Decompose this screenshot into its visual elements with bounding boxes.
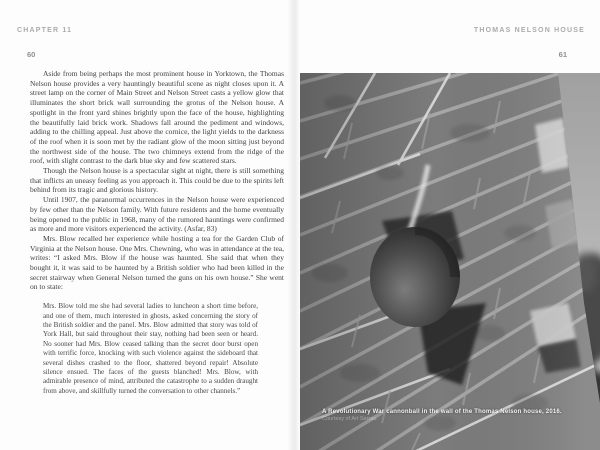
running-head-chapter: CHAPTER 11 [17,27,73,34]
brick-wall [300,73,600,450]
paragraph: Aside from being perhaps the most prominent house in Yorktown, the Thomas Nelson house provides a very hauntingly beautiful scene as night closes upon it. A street lamp on the corner of Main Street and Nelson Street casts a yellow glow that illuminates the short brick wall surrounding the grotus of the Nelson house. A spotlight in the front yard shines brightly upon the face of the house, highlighting the beautifully laid brick work. Shadows fall around the pediment and windows, adding to the chilling appeal. Just above the cornice, the light yields to the darkness of the roof when it is soon met by the radiant glow of the moon sitting just beyond the northwest side of the house. The two chimneys extend from the ridge of the roof, with slight contrast to the dark blue sky and few scattered stars. [30,69,284,166]
paragraph: Mrs. Blow recalled her experience while hosting a tea for the Garden Club of Virginia at the Nelson house. One Mrs. Chewning, who was in attendance at the tea, writes: “I asked Mrs. Blow if the house was haunted. She said that when they bought it, it was said to be haunted by a British soldier who had been killed in the secret stairway when General Nelson turned the guns on his own house.” She went on to state: [30,233,284,292]
photo-credit: Courtesy of Art Serrao. [322,416,378,422]
photo-caption: A Revolutionary War cannonball in the wall of the Thomas Nelson house, 2016. [322,409,562,415]
page-gutter [287,0,300,450]
page-number-right: 61 [558,50,567,59]
running-head-title: THOMAS NELSON HOUSE [473,27,585,34]
paragraph: Though the Nelson house is a spectacular sight at night, there is still something that inflicts an uneasy feeling as you approach it. This could be due to the spirits left behind from its tragic and glorious history. [30,166,284,195]
cannonball-photo [300,73,600,450]
page-number-left: 60 [27,50,36,59]
paragraph: Until 1907, the paranormal occurrences in the Nelson house were experienced by few other than the Nelson family. With future residents and the home eventually being opened to the public in 1968, many of the rumored hauntings were confirmed as more and more visitors experienced the activity. (Asfar, 83) [30,195,284,234]
cannonball-photo-illustration [300,73,600,450]
extract-blockquote: Mrs. Blow told me she had several ladies to luncheon a short time before, and one of them, much interested in ghosts, asked concerning the story of the British soldier and the panel. Mrs. Blow admitted that story was told of York Hall, but said throughout their stay, nothing had been seen or heard. No sooner had Mrs. Blow ceased talking than the secret door burst open with terrific force, knocking with such violence against the sideboard that several dishes crashed to the floor, shattered beyond repair! Absolute silence ensued. The faces of the guests blanched! Mrs. Blow, with admirable presence of mind, attributed the catastrophe to a sudden draught from above, and skillfully turned the conversation to other channels.” [43,302,258,395]
body-text-column [30,69,284,396]
photo-caption-block [322,409,594,422]
